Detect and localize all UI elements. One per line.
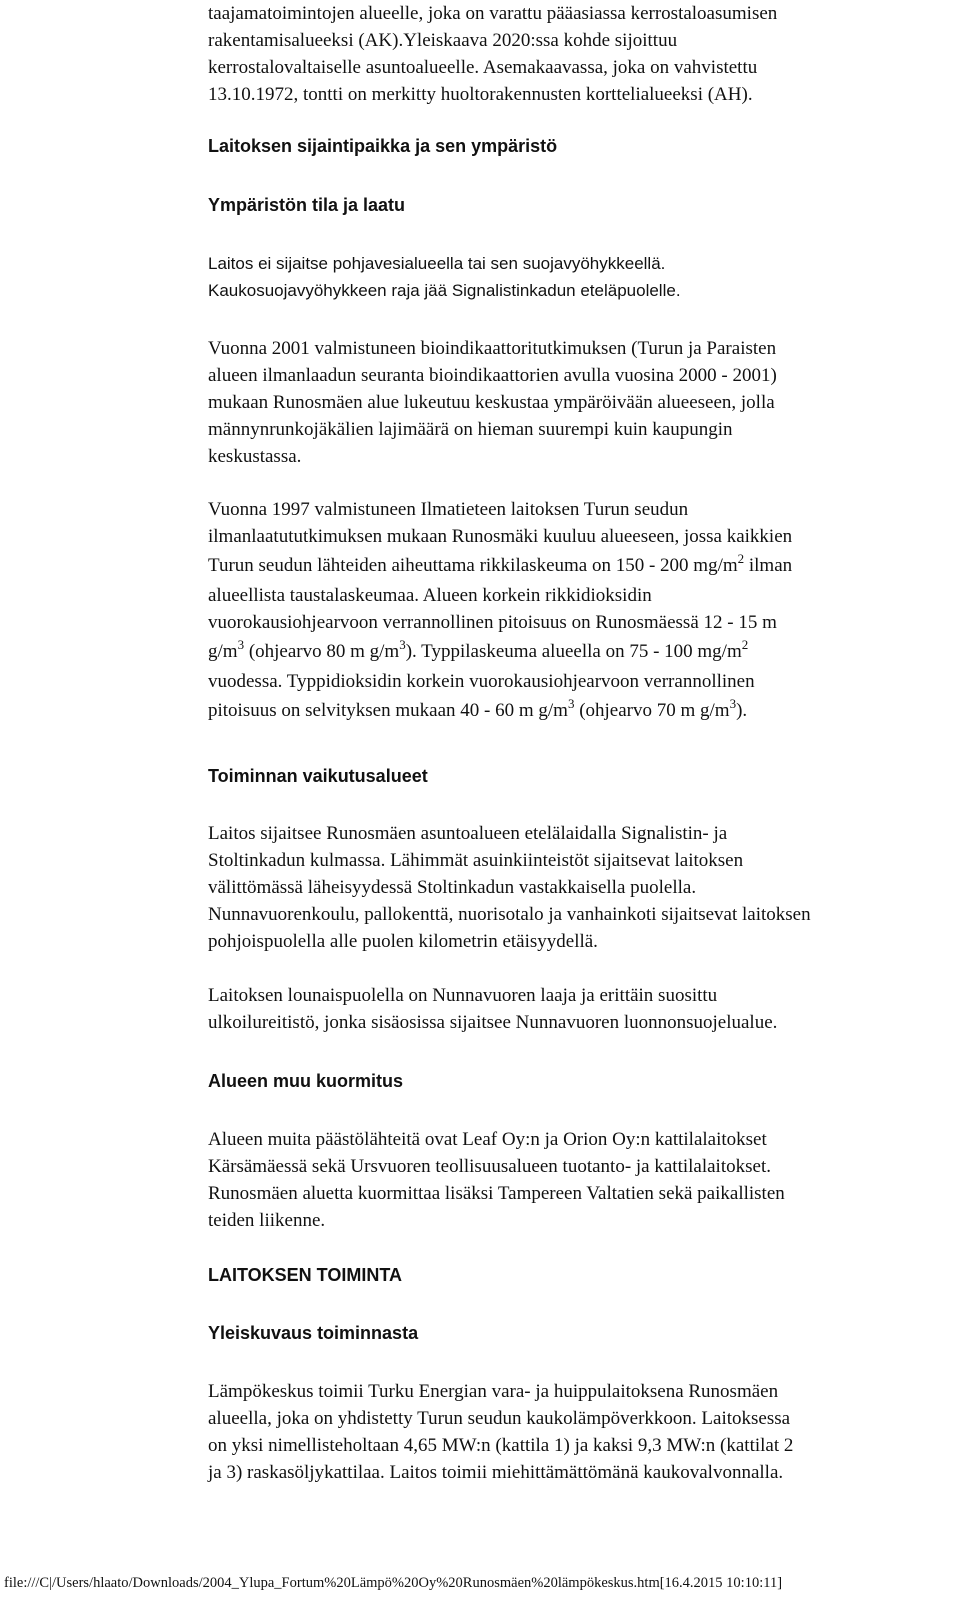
text-line: pohjoispuolella alle puolen kilometrin etäisyydellä. [208,931,598,952]
text-line: vuorokausiohjearvoon verrannollinen pitoisuus on Runosmäessä 12 - 15 m [208,612,777,633]
text-line: mukaan Runosmäen alue lukeutuu keskustaa ympäröivään alueeseen, jolla [208,392,775,413]
heading-vaikutusalueet: Toiminnan vaikutusalueet [208,766,428,786]
text-line: ja 3) raskasöljykattilaa. Laitos toimii miehittämättömänä kaukovalvonnalla. [208,1462,784,1483]
intro-line: kerrostalovaltaiselle asuntoalueelle. Asemakaavassa, joka on vahvistettu [208,57,758,78]
heading-yleiskuvaus: Yleiskuvaus toiminnasta [208,1323,419,1343]
text-line: Lämpökeskus toimii Turku Energian vara- ja huippulaitoksena Runosmäen [208,1381,779,1402]
text-line: Laitos ei sijaitse pohjavesialueella tai sen suojavyöhykkeellä. [208,254,666,273]
text-line: keskustassa. [208,446,302,467]
text-line [208,636,792,668]
text-line: Nunnavuorenkoulu, pallokenttä, nuorisotalo ja vanhainkoti sijaitsevat laitoksen [208,904,811,925]
text-line: Vuonna 1997 valmistuneen Ilmatieteen laitoksen Turun seudun [208,499,689,520]
superscript: 3 [237,637,245,652]
heading-kuormitus: Alueen muu kuormitus [208,1071,404,1091]
text-line: vuodessa. Typpidioksidin korkein vuorokausiohjearvoon verrannollinen [208,671,755,692]
text-line: männynrunkojäkälien lajimäärä on hieman suurempi kuin kaupungin [208,419,733,440]
intro-line: rakentamisalueeksi (AK).Yleiskaava 2020:ssa kohde sijoittuu [208,30,678,51]
text-line [208,695,792,727]
text-line: alueella, joka on yhdistetty Turun seudun kaukolämpöverkkoon. Laitoksessa [208,1408,791,1429]
bioindikaattori-paragraph [208,335,777,470]
text-line: on yksi nimellisteholtaan 4,65 MW:n (kattila 1) ja kaksi 9,3 MW:n (kattilat 2 [208,1435,794,1456]
kuormitus-paragraph [208,1126,785,1234]
text-line: Laitos sijaitsee Runosmäen asuntoalueen etelälaidalla Signalistin- ja [208,823,728,844]
text-line: välittömässä läheisyydessä Stoltinkadun vastakkaisella puolella. [208,877,697,898]
sijainti-paragraph [208,820,811,955]
text-fragment: g/m [208,641,238,662]
ilmanlaatu-paragraph [208,496,792,727]
text-line: alueellista taustalaskeumaa. Alueen korkein rikkidioksidin [208,585,652,606]
superscript: 2 [737,551,745,566]
text-line: ilmanlaatututkimuksen mukaan Runosmäki kuuluu alueeseen, jossa kaikkien [208,526,793,547]
text-fragment: ). Typpilaskeuma alueella on 75 - 100 mg/m [405,641,742,662]
text-line: Laitoksen lounaispuolella on Nunnavuoren laaja ja erittäin suosittu [208,985,718,1006]
superscript: 3 [567,696,575,711]
superscript: 2 [741,637,749,652]
text-fragment: (ohjearvo 80 m g/m [244,641,400,662]
text-line: Kärsämäessä sekä Ursvuoren teollisuusalueen tuotanto- ja kattilalaitokset. [208,1156,771,1177]
heading-toiminta: LAITOKSEN TOIMINTA [208,1265,403,1285]
text-fragment: Turun seudun lähteiden aiheuttama rikkilaskeuma on 150 - 200 mg/m [208,555,738,576]
intro-line: taajamatoimintojen alueelle, joka on varattu pääasiassa kerrostaloasumisen [208,3,778,24]
heading-sijainti: Laitoksen sijaintipaikka ja sen ympäristö [208,136,558,156]
file-path-footer: file:///C|/Users/hlaato/Downloads/2004_Ylupa_Fortum%20Lämpö%20Oy%20Runosmäen%20lämpökeskus.htm[16.4.2015 10:10:11] [4,1575,783,1591]
text-line: teiden liikenne. [208,1210,326,1231]
text-line: Kaukosuojavyöhykkeen raja jää Signalistinkadun eteläpuolelle. [208,281,681,300]
text-fragment: pitoisuus on selvityksen mukaan 40 - 60 m g/m [208,700,568,721]
text-line [208,550,792,582]
text-line: Runosmäen aluetta kuormittaa lisäksi Tampereen Valtatien sekä paikallisten [208,1183,785,1204]
superscript: 3 [399,637,406,652]
intro-paragraph [208,0,777,108]
superscript: 3 [729,696,737,711]
text-fragment: ilman [744,555,793,576]
pohjavesi-paragraph [208,250,681,304]
yleiskuvaus-paragraph [208,1378,793,1486]
text-line: alueen ilmanlaadun seuranta bioindikaattorien avulla vuosina 2000 - 2001) [208,365,777,386]
text-fragment: ). [736,700,748,721]
text-line: Vuonna 2001 valmistuneen bioindikaattoritutkimuksen (Turun ja Paraisten [208,338,777,359]
text-line: ulkoilureitistö, jonka sisäosissa sijaitsee Nunnavuoren luonnonsuojelualue. [208,1012,778,1033]
ulkoilu-paragraph [208,982,777,1036]
heading-ymparisto: Ympäristön tila ja laatu [208,195,406,215]
text-line: Alueen muita päästölähteitä ovat Leaf Oy:n ja Orion Oy:n kattilalaitokset [208,1129,767,1150]
text-line: Stoltinkadun kulmassa. Lähimmät asuinkiinteistöt sijaitsevat laitoksen [208,850,744,871]
intro-line: 13.10.1972, tontti on merkitty huoltorakennusten korttelialueeksi (AH). [208,84,753,105]
text-fragment: (ohjearvo 70 m g/m [574,700,730,721]
